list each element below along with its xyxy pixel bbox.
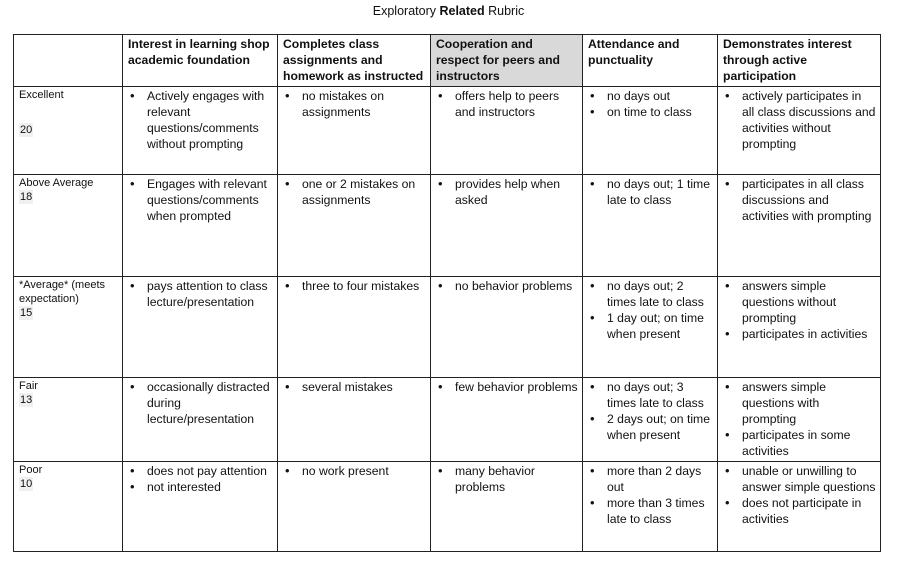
rating-score: 20 [20, 123, 33, 136]
criteria-item: • unable or unwilling to answer simple questions [723, 463, 876, 495]
cell-completes-assignments [278, 174, 431, 276]
header-row [14, 35, 881, 87]
cell-cooperation-respect [431, 276, 583, 377]
criteria-item: • many behavior problems [436, 463, 578, 495]
cell-interest-learning [123, 461, 278, 551]
row-label-cell [14, 276, 123, 377]
criteria-item: • Actively engages with relevant questions/comments without prompting [128, 88, 273, 153]
rating-label: *Average* (meets expectation) [19, 278, 106, 305]
cell-completes-assignments [278, 86, 431, 174]
rating-score: 18 [20, 190, 33, 203]
criteria-list [283, 176, 426, 208]
cell-attendance [583, 276, 718, 377]
criteria-list [436, 88, 578, 120]
row-label-cell [14, 461, 123, 551]
criteria-item: • several mistakes [283, 379, 426, 395]
criteria-list [128, 176, 273, 225]
cell-interest-learning [123, 86, 278, 174]
rating-label: Poor [19, 463, 43, 476]
rubric-row [14, 377, 881, 461]
criteria-item: • does not pay attention [128, 463, 273, 479]
header-attendance: Attendance and punctuality [583, 35, 718, 87]
rating-label: Above Average [19, 176, 94, 189]
header-corner [14, 35, 123, 87]
criteria-list [283, 88, 426, 120]
criteria-item: • Engages with relevant questions/comments when prompted [128, 176, 273, 225]
criteria-item: • one or 2 mistakes on assignments [283, 176, 426, 208]
criteria-list [283, 379, 426, 395]
criteria-list [588, 88, 713, 120]
cell-participation [718, 276, 881, 377]
criteria-item: • 1 day out; on time when present [588, 310, 713, 342]
cell-attendance [583, 377, 718, 461]
criteria-item: • participates in some activities [723, 427, 876, 459]
rating-score: 15 [20, 306, 33, 319]
title-bold-word: Related [439, 4, 485, 18]
criteria-item: • few behavior problems [436, 379, 578, 395]
cell-cooperation-respect [431, 461, 583, 551]
criteria-list [283, 278, 426, 294]
criteria-list [723, 379, 876, 460]
criteria-list [436, 379, 578, 395]
cell-attendance [583, 461, 718, 551]
header-interest-learning: Interest in learning shop academic foundation [123, 35, 278, 87]
cell-attendance [583, 174, 718, 276]
criteria-list [128, 463, 273, 495]
title-prefix: Exploratory [372, 4, 440, 18]
criteria-item: • offers help to peers and instructors [436, 88, 578, 120]
cell-cooperation-respect [431, 174, 583, 276]
criteria-list [588, 278, 713, 343]
criteria-list [588, 379, 713, 444]
criteria-item: • no work present [283, 463, 426, 479]
row-label-cell [14, 377, 123, 461]
cell-interest-learning [123, 276, 278, 377]
row-label-cell [14, 174, 123, 276]
rating-score: 13 [20, 393, 33, 406]
criteria-list [128, 278, 273, 310]
rubric-row [14, 461, 881, 551]
criteria-item: • does not participate in activities [723, 495, 876, 527]
criteria-item: • no mistakes on assignments [283, 88, 426, 120]
cell-interest-learning [123, 174, 278, 276]
criteria-list [723, 278, 876, 343]
cell-participation [718, 377, 881, 461]
criteria-item: • no days out; 2 times late to class [588, 278, 713, 310]
rubric-row [14, 276, 881, 377]
cell-completes-assignments [278, 461, 431, 551]
criteria-list [588, 463, 713, 528]
criteria-item: • not interested [128, 479, 273, 495]
criteria-list [723, 176, 876, 225]
criteria-item: • 2 days out; on time when present [588, 411, 713, 443]
criteria-item: • participates in all class discussions and activities with prompting [723, 176, 876, 225]
rubric-table [13, 34, 881, 552]
rating-label: Fair [19, 379, 38, 392]
header-cooperation-respect: Cooperation and respect for peers and instructors [431, 35, 583, 87]
criteria-item: • more than 2 days out [588, 463, 713, 495]
cell-cooperation-respect [431, 86, 583, 174]
criteria-list [723, 88, 876, 153]
criteria-list [723, 463, 876, 528]
criteria-item: • answers simple questions with prompting [723, 379, 876, 428]
criteria-list [436, 463, 578, 495]
criteria-item: • on time to class [588, 104, 713, 120]
criteria-item: • more than 3 times late to class [588, 495, 713, 527]
rating-label: Excellent [19, 88, 64, 101]
criteria-list [436, 176, 578, 208]
criteria-item: • no days out [588, 88, 713, 104]
document-title [0, 4, 897, 18]
cell-participation [718, 461, 881, 551]
cell-participation [718, 174, 881, 276]
criteria-item: • no days out; 3 times late to class [588, 379, 713, 411]
criteria-list [588, 176, 713, 208]
criteria-list [128, 379, 273, 428]
header-completes-assignments: Completes class assignments and homework as instructed [278, 35, 431, 87]
criteria-item: • provides help when asked [436, 176, 578, 208]
criteria-item: • participates in activities [723, 326, 876, 342]
criteria-item: • occasionally distracted during lecture/presentation [128, 379, 273, 428]
criteria-list [283, 463, 426, 479]
criteria-item: • three to four mistakes [283, 278, 426, 294]
criteria-item: • pays attention to class lecture/presentation [128, 278, 273, 310]
criteria-item: • no days out; 1 time late to class [588, 176, 713, 208]
cell-completes-assignments [278, 276, 431, 377]
criteria-item: • no behavior problems [436, 278, 578, 294]
cell-attendance [583, 86, 718, 174]
criteria-list [128, 88, 273, 153]
rubric-row [14, 174, 881, 276]
rubric-row [14, 86, 881, 174]
cell-cooperation-respect [431, 377, 583, 461]
header-participation: Demonstrates interest through active participation [718, 35, 881, 87]
row-label-cell [14, 86, 123, 174]
cell-completes-assignments [278, 377, 431, 461]
criteria-item: • actively participates in all class discussions and activities without prompting [723, 88, 876, 153]
title-suffix: Rubric [484, 4, 525, 18]
rating-score: 10 [20, 477, 33, 490]
cell-participation [718, 86, 881, 174]
cell-interest-learning [123, 377, 278, 461]
criteria-list [436, 278, 578, 294]
criteria-item: • answers simple questions without prompting [723, 278, 876, 327]
